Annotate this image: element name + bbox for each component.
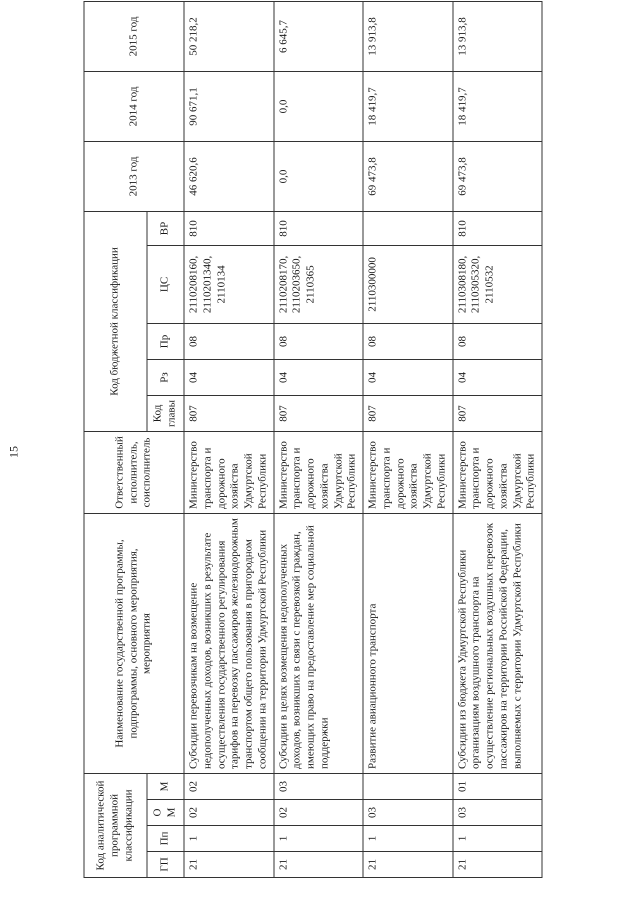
cell-cs: 2110300000 bbox=[363, 245, 453, 323]
cell-2015: 50 218,2 bbox=[184, 1, 274, 71]
cell-pr: 08 bbox=[184, 323, 274, 359]
cell-pp: 1 bbox=[274, 826, 364, 852]
table-row bbox=[274, 1, 364, 877]
page-number: 15 bbox=[6, 446, 21, 458]
cell-vr: 810 bbox=[274, 211, 364, 245]
table-row bbox=[453, 1, 543, 877]
budget-table-sheet bbox=[84, 16, 539, 878]
cell-m: 01 bbox=[453, 773, 543, 799]
header-vr: ВР bbox=[147, 211, 184, 245]
cell-name: Субсидии из бюджета Удмуртской Республики организациям воздушного транспорта на осуществление региональных воздушных перевозок пассажиров на территории Российской Федерации, выполняемых с территории Удмуртской Республики bbox=[453, 513, 543, 773]
cell-cs: 2110208160, 2110201340, 2110134 bbox=[184, 245, 274, 323]
cell-m bbox=[363, 773, 453, 799]
header-budget-code: Код бюджетной классификации bbox=[84, 211, 147, 431]
header-pp: Пп bbox=[147, 826, 184, 852]
cell-m: 03 bbox=[274, 773, 364, 799]
cell-kod-glavy: 807 bbox=[274, 395, 364, 431]
cell-responsible: Министерство транспорта и дорожного хозяйства Удмуртской Республики bbox=[274, 431, 364, 513]
cell-vr: 810 bbox=[453, 211, 543, 245]
cell-gp: 21 bbox=[184, 852, 274, 878]
cell-2013: 69 473,8 bbox=[363, 141, 453, 211]
cell-cs: 2110208170, 2110203650, 2110365 bbox=[274, 245, 364, 323]
cell-responsible: Министерство транспорта и дорожного хозяйства Удмуртской Республики bbox=[363, 431, 453, 513]
cell-om: 03 bbox=[363, 800, 453, 826]
cell-2015: 13 913,8 bbox=[453, 1, 543, 71]
header-name: Наименование государственной программы, подпрограммы, основного мероприятия, мероприятия bbox=[84, 513, 184, 773]
cell-name: Развитие авиационного транспорта bbox=[363, 513, 453, 773]
cell-kod-glavy: 807 bbox=[184, 395, 274, 431]
header-analytic-code: Код аналитической программной классификации bbox=[84, 773, 147, 877]
cell-responsible: Министерство транспорта и дорожного хозяйства Удмуртской Республики bbox=[453, 431, 543, 513]
cell-2014: 18 419,7 bbox=[363, 71, 453, 141]
cell-2013: 69 473,8 bbox=[453, 141, 543, 211]
cell-gp: 21 bbox=[274, 852, 364, 878]
budget-table bbox=[84, 1, 543, 878]
cell-om: 02 bbox=[184, 800, 274, 826]
cell-rz: 04 bbox=[363, 359, 453, 395]
cell-pr: 08 bbox=[363, 323, 453, 359]
cell-pp: 1 bbox=[363, 826, 453, 852]
table-row bbox=[363, 1, 453, 877]
header-m: М bbox=[147, 773, 184, 799]
cell-gp: 21 bbox=[363, 852, 453, 878]
header-responsible: Ответственный исполнитель, соисполнитель bbox=[84, 431, 184, 513]
header-rz: Рз bbox=[147, 359, 184, 395]
cell-kod-glavy: 807 bbox=[363, 395, 453, 431]
cell-name: Субсидии в целях возмещения недополученных доходов, возникших в связи с перевозкой граждан, имеющих право на предоставление мер социальной поддержки bbox=[274, 513, 364, 773]
cell-2014: 0,0 bbox=[274, 71, 364, 141]
cell-2013: 0,0 bbox=[274, 141, 364, 211]
cell-gp: 21 bbox=[453, 852, 543, 878]
header-kod-glavy: Код главы bbox=[147, 395, 184, 431]
header-year-2014: 2014 год bbox=[84, 71, 184, 141]
header-pr: Пр bbox=[147, 323, 184, 359]
cell-cs: 2110308180, 2110305320, 2110532 bbox=[453, 245, 543, 323]
cell-vr bbox=[363, 211, 453, 245]
cell-pp: 1 bbox=[184, 826, 274, 852]
cell-responsible: Министерство транспорта и дорожного хозяйства Удмуртской Республики bbox=[184, 431, 274, 513]
cell-rz: 04 bbox=[274, 359, 364, 395]
cell-pr: 08 bbox=[453, 323, 543, 359]
cell-m: 02 bbox=[184, 773, 274, 799]
cell-vr: 810 bbox=[184, 211, 274, 245]
cell-pr: 08 bbox=[274, 323, 364, 359]
cell-kod-glavy: 807 bbox=[453, 395, 543, 431]
cell-2015: 6 645,7 bbox=[274, 1, 364, 71]
cell-om: 02 bbox=[274, 800, 364, 826]
header-cs: ЦС bbox=[147, 245, 184, 323]
cell-rz: 04 bbox=[184, 359, 274, 395]
header-om: ОМ bbox=[147, 800, 184, 826]
cell-pp: 1 bbox=[453, 826, 543, 852]
cell-rz: 04 bbox=[453, 359, 543, 395]
cell-2014: 90 671,1 bbox=[184, 71, 274, 141]
cell-name: Субсидии перевозчикам на возмещение недополученных доходов, возникших в результате осуществления государственного регулирования тарифов на перевозку пассажиров железнодорожным транспортом общего пользования в пригородном сообщении на территории Удмуртской Республики bbox=[184, 513, 274, 773]
table-row bbox=[184, 1, 274, 877]
header-year-2013: 2013 год bbox=[84, 141, 184, 211]
cell-2014: 18 419,7 bbox=[453, 71, 543, 141]
cell-2013: 46 620,6 bbox=[184, 141, 274, 211]
cell-2015: 13 913,8 bbox=[363, 1, 453, 71]
header-year-2015: 2015 год bbox=[84, 1, 184, 71]
cell-om: 03 bbox=[453, 800, 543, 826]
header-gp: ГП bbox=[147, 852, 184, 878]
